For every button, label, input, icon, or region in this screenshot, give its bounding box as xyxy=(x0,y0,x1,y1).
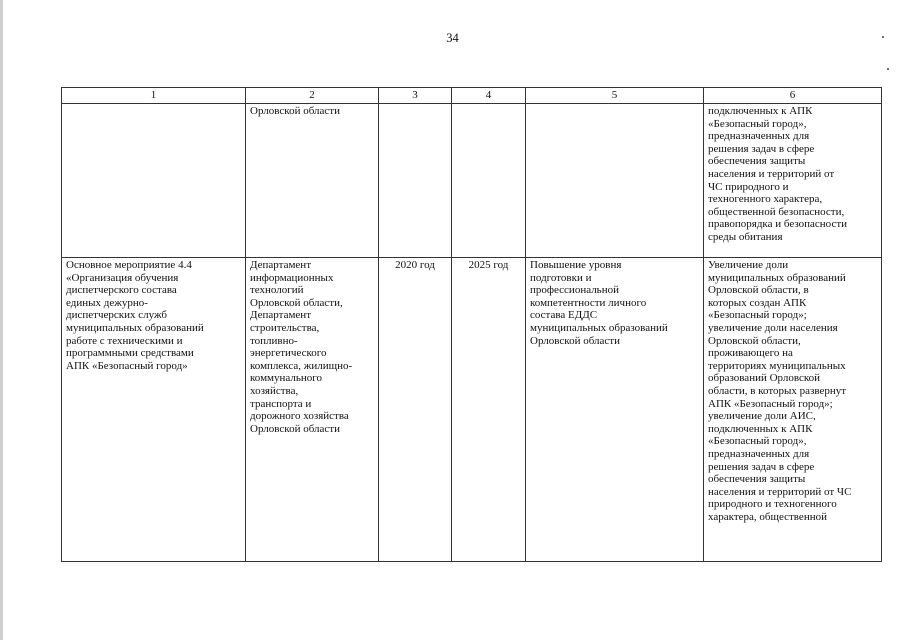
measure-name-cell xyxy=(62,104,246,258)
measures-table xyxy=(61,87,882,562)
scan-left-edge xyxy=(0,0,3,640)
expected-result-cell: Повышение уровня подготовки и профессиональной компетентности личного состава ЕДДС муниципальных образований Орловской области xyxy=(526,258,704,562)
start-year-cell xyxy=(379,104,452,258)
executor-cell: Департамент информационных технологий Орловской области, Департамент строительства, топливно- энергетического комплекса, жилищно- коммунального хозяйства, транспорта и дорожного хозяйства Орловской области xyxy=(246,258,379,562)
indicator-link-cell: подключенных к АПК «Безопасный город», предназначенных для решения задач в сфере обеспечения защиты населения и территорий от ЧС природного и техногенного характера, общественной безопасности, правопорядка и безопасности среды обитания xyxy=(704,104,882,258)
expected-result-cell xyxy=(526,104,704,258)
end-year-cell: 2025 год xyxy=(452,258,526,562)
column-number-header: 1 xyxy=(62,88,246,104)
indicator-link-cell: Увеличение доли муниципальных образований Орловской области, в которых создан АПК «Безопасный город»; увеличение доли населения Орловской области, проживающего на территориях муниципальных образований Орловской области, в которых развернут АПК «Безопасный город»; увеличение доли АИС, подключенных к АПК «Безопасный город», предназначенных для решения задач в сфере обеспечения защиты населения и территорий от ЧС природного и техногенного характера, общественной xyxy=(704,258,882,562)
table-header-row xyxy=(62,88,882,104)
column-number-header: 6 xyxy=(704,88,882,104)
end-year-cell xyxy=(452,104,526,258)
executor-cell: Орловской области xyxy=(246,104,379,258)
column-number-header: 2 xyxy=(246,88,379,104)
table-row xyxy=(62,258,882,562)
scan-speck xyxy=(887,68,889,70)
start-year-cell: 2020 год xyxy=(379,258,452,562)
column-number-header: 5 xyxy=(526,88,704,104)
table-row xyxy=(62,104,882,258)
column-number-header: 4 xyxy=(452,88,526,104)
page-number: 34 xyxy=(446,31,459,45)
scan-speck xyxy=(882,36,884,38)
column-number-header: 3 xyxy=(379,88,452,104)
measure-name-cell: Основное мероприятие 4.4 «Организация обучения диспетчерского состава единых дежурно- диспетчерских служб муниципальных образований работе с техническими и программными средствами АПК «Безопасный город» xyxy=(62,258,246,562)
